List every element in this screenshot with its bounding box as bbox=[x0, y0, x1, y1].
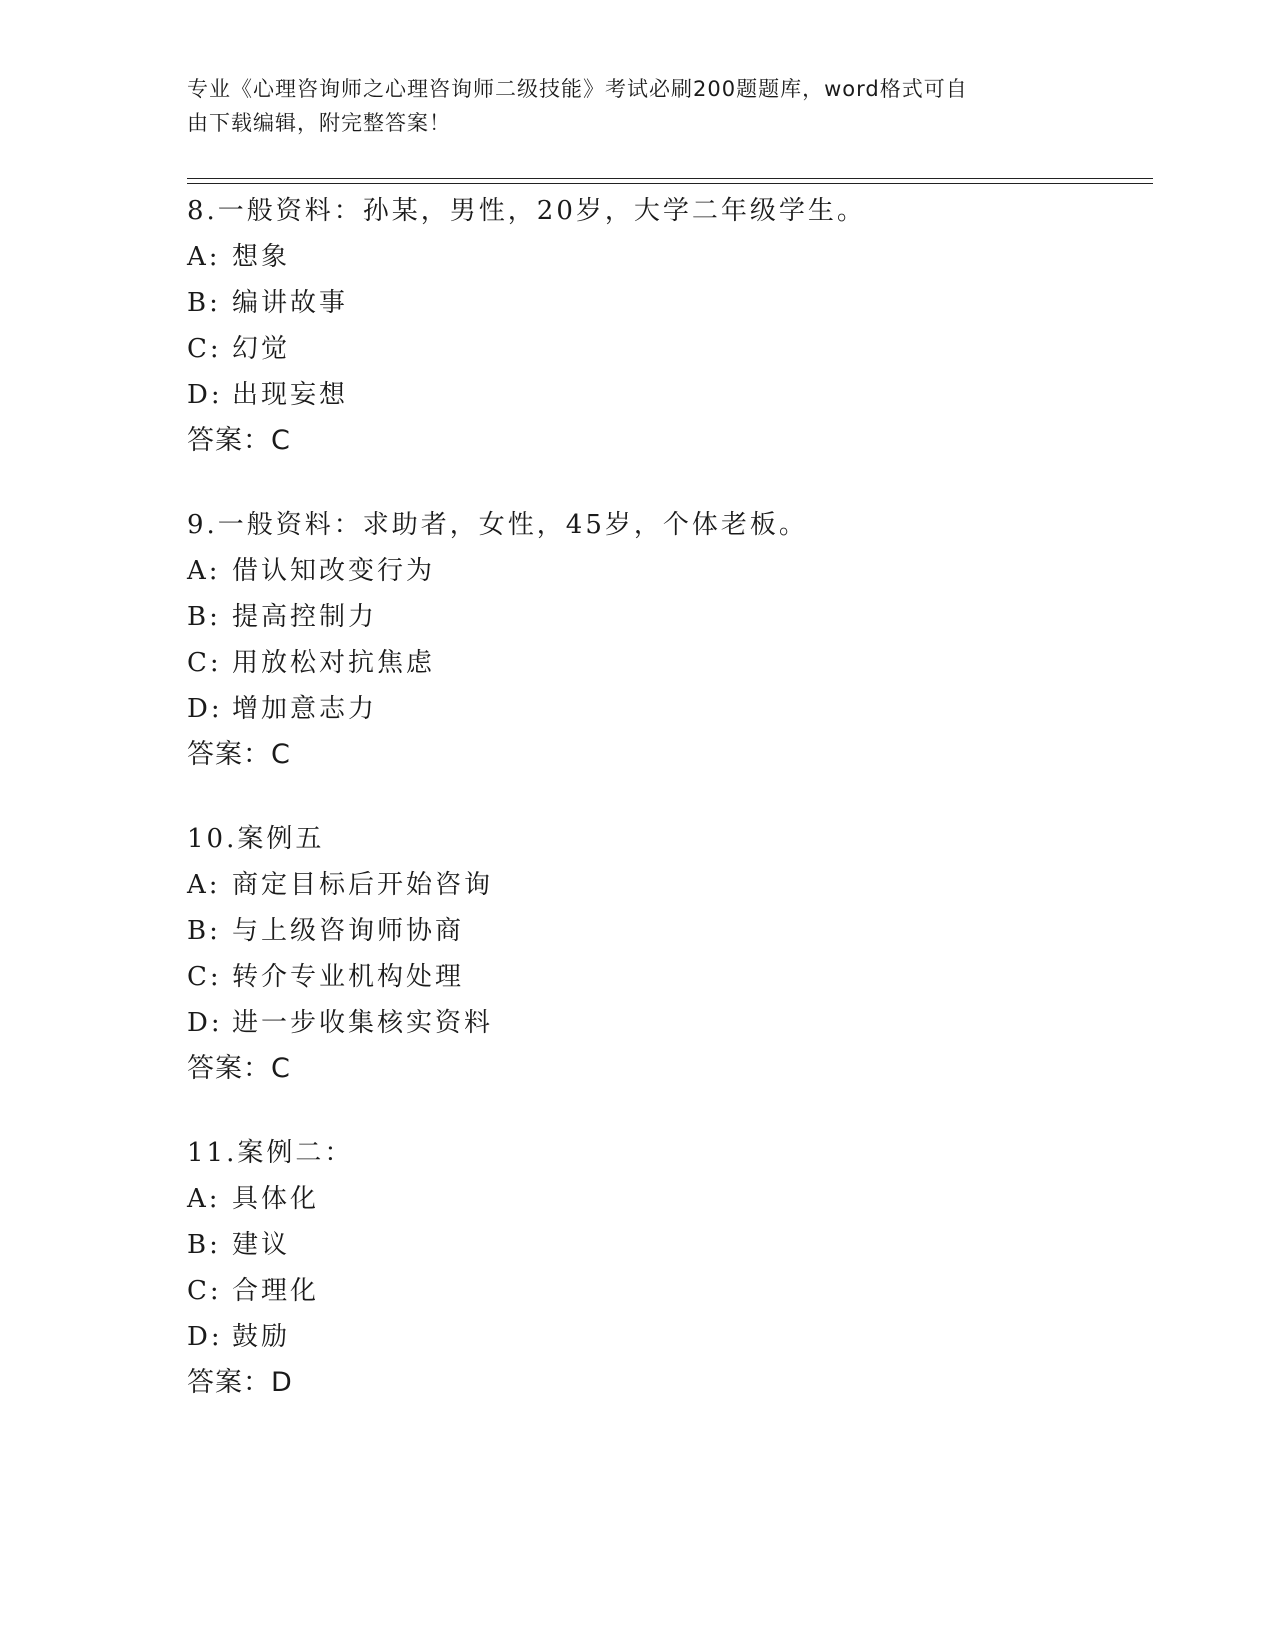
question-10 bbox=[187, 816, 1153, 1092]
option-key: B: bbox=[187, 916, 221, 946]
answer-line: 答案：C bbox=[187, 739, 291, 770]
answer-line: 答案：C bbox=[187, 1053, 291, 1084]
answer-line: 答案：D bbox=[187, 1367, 293, 1398]
option-key: D: bbox=[187, 380, 223, 410]
option-b bbox=[187, 908, 1153, 954]
option-key: D: bbox=[187, 1322, 223, 1352]
option-key: C: bbox=[187, 1276, 222, 1306]
option-text: 出现妄想 bbox=[232, 380, 349, 410]
option-key: B: bbox=[187, 288, 221, 318]
option-a bbox=[187, 234, 1153, 280]
option-a bbox=[187, 1176, 1153, 1222]
option-text: 与上级咨询师协商 bbox=[232, 916, 465, 946]
option-text: 用放松对抗焦虑 bbox=[232, 648, 436, 678]
option-text: 合理化 bbox=[232, 1276, 320, 1306]
option-text: 借认知改变行为 bbox=[232, 556, 436, 586]
option-text: 提高控制力 bbox=[232, 602, 378, 632]
question-8 bbox=[187, 188, 1153, 464]
option-key: B: bbox=[187, 1230, 221, 1260]
option-text: 具体化 bbox=[232, 1184, 320, 1214]
option-key: A: bbox=[187, 242, 221, 272]
option-text: 鼓励 bbox=[232, 1322, 291, 1352]
option-text: 编讲故事 bbox=[232, 288, 349, 318]
option-key: D: bbox=[187, 1008, 223, 1038]
option-d bbox=[187, 1000, 1153, 1046]
header-divider-bottom bbox=[187, 183, 1153, 184]
option-d bbox=[187, 686, 1153, 732]
option-d bbox=[187, 372, 1153, 418]
option-b bbox=[187, 594, 1153, 640]
header-line-2: 由下载编辑，附完整答案！ bbox=[187, 111, 451, 135]
option-text: 想象 bbox=[232, 242, 291, 272]
option-a bbox=[187, 862, 1153, 908]
option-key: C: bbox=[187, 962, 222, 992]
header-divider-top bbox=[187, 178, 1153, 179]
question-stem: 8.一般资料：孙某，男性，20岁，大学二年级学生。 bbox=[187, 196, 866, 226]
question-stem: 9.一般资料：求助者，女性，45岁，个体老板。 bbox=[187, 510, 808, 540]
question-stem: 10.案例五 bbox=[187, 824, 325, 854]
option-c bbox=[187, 1268, 1153, 1314]
option-d bbox=[187, 1314, 1153, 1360]
option-b bbox=[187, 280, 1153, 326]
document-header bbox=[187, 72, 1067, 140]
option-text: 幻觉 bbox=[232, 334, 291, 364]
option-text: 商定目标后开始咨询 bbox=[232, 870, 494, 900]
option-text: 增加意志力 bbox=[232, 694, 378, 724]
option-text: 进一步收集核实资料 bbox=[232, 1008, 494, 1038]
answer-line: 答案：C bbox=[187, 425, 291, 456]
question-list bbox=[187, 188, 1153, 1444]
option-key: A: bbox=[187, 1184, 221, 1214]
question-stem: 11.案例二： bbox=[187, 1138, 354, 1168]
option-key: C: bbox=[187, 334, 222, 364]
header-line-1: 专业《心理咨询师之心理咨询师二级技能》考试必刷200题题库，word格式可自 bbox=[187, 77, 968, 101]
option-text: 建议 bbox=[232, 1230, 291, 1260]
question-11 bbox=[187, 1130, 1153, 1406]
option-key: A: bbox=[187, 556, 221, 586]
option-key: A: bbox=[187, 870, 221, 900]
question-9 bbox=[187, 502, 1153, 778]
option-c bbox=[187, 326, 1153, 372]
option-text: 转介专业机构处理 bbox=[232, 962, 465, 992]
option-c bbox=[187, 640, 1153, 686]
option-key: C: bbox=[187, 648, 222, 678]
option-key: B: bbox=[187, 602, 221, 632]
option-key: D: bbox=[187, 694, 223, 724]
option-a bbox=[187, 548, 1153, 594]
option-b bbox=[187, 1222, 1153, 1268]
option-c bbox=[187, 954, 1153, 1000]
